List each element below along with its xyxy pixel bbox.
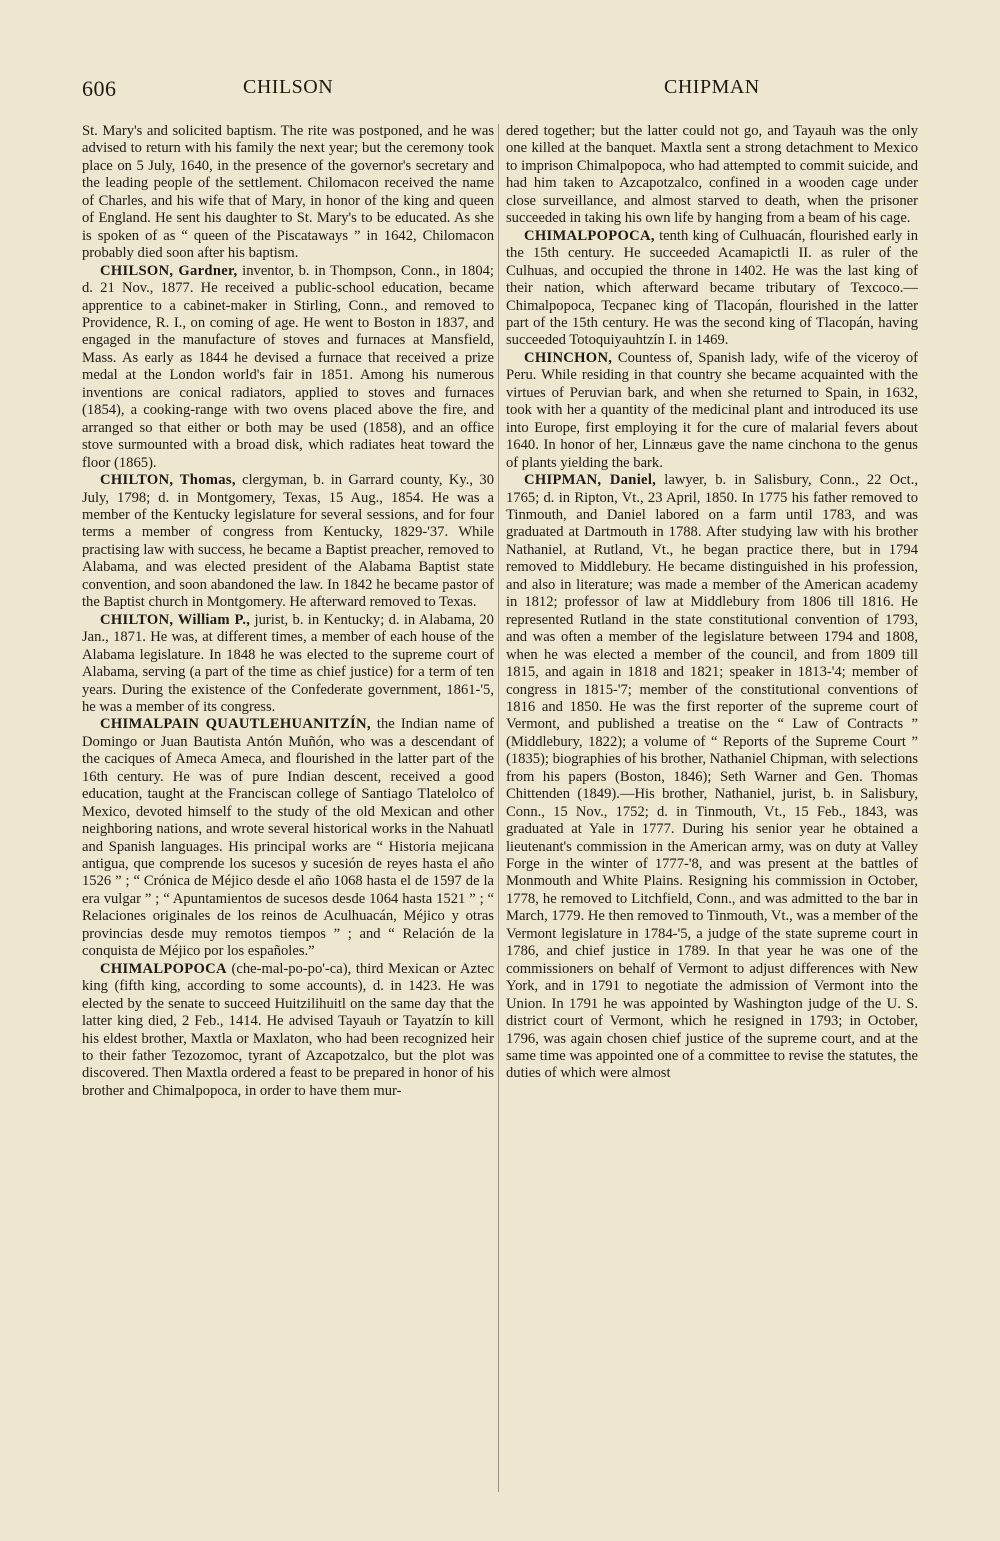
entry-chinchon (506, 350, 918, 472)
entry-headword: CHILTON, William P., (100, 611, 251, 628)
entry-chilson-gardner (82, 263, 494, 472)
entry-chimalpopoca-2 (506, 228, 918, 350)
entry-text: Countess of, Spanish lady, wife of the viceroy of Peru. While residing in that country she became acquainted with the virtues of Peruvian bark, and when she returned to Spain, in 1632, took with her a quantity of the medicinal plant and introduced its use into Europe, first employing it for the cure of malarial fevers about 1640. In honor of her, Linnæus gave the name cinchona to the genus of plants yielding the bark. (506, 349, 918, 471)
page-header (0, 76, 1000, 106)
right-running-head: CHIPMAN (664, 76, 760, 98)
entry-text: lawyer, b. in Salisbury, Conn., 22 Oct., 1765; d. in Ripton, Vt., 23 April, 1850. In 1775 his father removed to Tinmouth, and Daniel labored on a farm until 1783, and was graduated at Dartmouth in 1788. After studying law with his brother Nathaniel, at Rutland, Vt., he began practice there, but in 1794 removed to Middlebury. He became distinguished in his profession, and also in literature; was made a member of the American academy in 1812; professor of law at Middlebury from 1806 till 1816. He represented Rutland in the state constitutional convention of 1793, and was often a member of the legislature between 1794 and 1808, when he was elected a member of the council, and from 1809 till 1815, and again in 1818 and 1821; speaker in 1813-'4; member of congress in 1815-'7; member of the constitutional conventions of 1816 and 1850. He was the first reporter of the supreme court of Vermont, and published a treatise on the “ Law of Contracts ” (Middlebury, 1822); a volume of “ Reports of the Supreme Court ” (1835); biographies of his brother, Nathaniel Chipman, with selections from his papers (Boston, 1846); Seth Warner and Gen. Thomas Chittenden (1849).—His brother, Nathaniel, jurist, b. in Salisbury, Conn., 15 Nov., 1752; d. in Tinmouth, Vt., 15 Feb., 1843, was graduated at Yale in 1777. During his senior year he obtained a lieutenant's commission in the American army, was on duty at Valley Forge in the winter of 1777-'8, and was present at the battles of Monmouth and White Plains. Resigning his commission in October, 1778, he removed to Litchfield, Conn., and was admitted to the bar in March, 1779. He then removed to Tinmouth, Vt., was a member of the Vermont legislature in 1784-'5, a judge of the state supreme court in 1786, and chief justice in 1789. In that year he was one of the commissioners on behalf of Vermont to adjust differences with New York, and in 1791 to negotiate the admission of Vermont into the Union. In 1791 he was appointed by Washington judge of the U. S. district court of Vermont, which he resigned in 1793; in October, 1796, was again chosen chief justice of the supreme court, and at the same time was appointed one of a committee to revise the statutes, the duties of which were almost (506, 472, 919, 1082)
column-divider (498, 124, 499, 1492)
paragraph-text: dered together; but the latter could not go, and Tayauh was the only one killed at the banquet. Maxtla sent a strong detachment to Mexico to imprison Chimalpopoca, who had attempted to commit suicide, and had him taken to Azcapotzalco, confined in a wooden cage under close surveillance, and almost starved to death, when the prisoner succeeded in taking his own life by hanging from a beam of his cage. (506, 123, 918, 227)
entry-headword: CHILTON, Thomas, (100, 472, 236, 489)
entry-headword: CHIMALPOPOCA, (524, 227, 655, 244)
entry-text: inventor, b. in Thompson, Conn., in 1804; d. 21 Nov., 1877. He received a public-school education, became apprentice to a cabinet-maker in Stirling, Conn., and removed to Providence, R. I., on coming of age. He went to Boston in 1837, and engaged in the manufacture of stoves and furnaces at Mansfield, Mass. As early as 1844 he devised a furnace that received a prize medal at the London world's fair in 1851. Among his numerous inventions are conical radiators, applied to stoves and furnaces (1854), a cooking-range with two ovens placed above the fire, and arranged so that either or both may be used (1858), and an office stove surmounted with a broad disk, which radiates heat toward the floor (1865). (82, 262, 494, 471)
entry-text: jurist, b. in Kentucky; d. in Alabama, 20 Jan., 1871. He was, at different times, a member of each house of the Alabama legislature. In 1848 he was elected to the supreme court of Alabama, serving (a part of the time as chief justice) for a term of ten years. During the existence of the Confederate government, 1861-'5, he was a member of its congress. (82, 611, 494, 715)
entry-headword: CHILSON, Gardner, (100, 262, 238, 279)
entry-text: the Indian name of Domingo or Juan Bautista Antón Muñón, who was a descendant of the caciques of Ameca Ameca, and flourished in the latter part of the 16th century. He was of pure Indian descent, received a good education, taught at the Franciscan college of Santiago Tlatelolco of Mexico, devoted himself to the study of the old Mexican and other neighboring nations, and wrote several historical works in the Nahuatl and Spanish languages. His principal works are “ Historia mejicana antigua, que comprende los sucesos y sucesión de reyes hasta el año 1526 ” ; “ Crónica de Méjico desde el año 1068 hasta el de 1597 de la era vulgar ” ; “ Apuntamientos de sucesos desde 1064 hasta 1521 ” ; “ Relaciones originales de los reinos de Aculhuacán, Méjico y otras provincias desde muy remotos tiempos ” ; and “ Relación de la conquista de Méjico por los españoles.” (82, 716, 494, 960)
left-column (82, 123, 494, 1100)
entry-headword: CHINCHON, (524, 349, 613, 366)
entry-text: (che-mal-po-po'-ca), third Mexican or Aztec king (fifth king, according to some accounts), d. in 1423. He was elected by the senate to succeed Huitzilihuitl on the same day that the latter king died, 2 Feb., 1414. He advised Tayauh or Tayatzín to kill his eldest brother, Maxtla or Maxlaton, who had been recognized heir to their father Tezozomoc, tyrant of Azcapotzalco, but the plot was discovered. Then Maxtla ordered a feast to be prepared in honor of his brother and Chimalpopoca, in order to have them mur- (82, 960, 494, 1099)
left-running-head: CHILSON (243, 76, 334, 98)
paragraph (506, 123, 918, 228)
entry-chilton-thomas (82, 472, 494, 612)
entry-headword: CHIMALPOPOCA (100, 960, 227, 977)
page-number: 606 (82, 76, 117, 101)
entry-text: tenth king of Culhuacán, flourished early in the 15th century. He succeeded Acamapictli II. as ruler of the Culhuas, and occupied the throne in 1402. He was the last king of their nation, which afterward became tributary of Texcoco.—Chimalpopoca, Tecpanec king of Tlacopán, flourished in the latter part of the 15th century. He was the second king of Tlacopán, having succeeded Totoquiyauhtzín I. in 1469. (506, 227, 918, 349)
entry-headword: CHIPMAN, Daniel, (524, 472, 657, 489)
paragraph-text: St. Mary's and solicited baptism. The rite was postponed, and he was advised to return with his family the next year; but the ceremony took place on 5 July, 1640, in the presence of the governor's secretary and the leading people of the settlement. Chilomacon received the name of Charles, and his wife that of Mary, in honor of the king and queen of England. He sent his daughter to St. Mary's to be educated. As she is spoken of as “ queen of the Piscataways ” in 1642, Chilomacon probably died soon after his baptism. (82, 123, 494, 262)
entry-text: clergyman, b. in Garrard county, Ky., 30 July, 1798; d. in Montgomery, Texas, 15 Aug., 1854. He was a member of the Kentucky legislature for several sessions, and for four terms a member of congress from Kentucky, 1829-'37. While practising law with success, he became a Baptist preacher, removed to Alabama, and was elected president of the Alabama Baptist state convention, and soon abandoned the law. In 1842 he became pastor of the Baptist church in Montgomery. He afterward removed to Texas. (82, 472, 494, 611)
entry-headword: CHIMALPAIN QUAUTLEHUANITZÍN, (100, 716, 371, 733)
right-column (506, 123, 918, 1083)
paragraph (82, 123, 494, 263)
entry-chimalpain (82, 716, 494, 960)
entry-chipman-daniel (506, 472, 918, 1083)
entry-chilton-william (82, 612, 494, 717)
entry-chimalpopoca-1 (82, 961, 494, 1101)
